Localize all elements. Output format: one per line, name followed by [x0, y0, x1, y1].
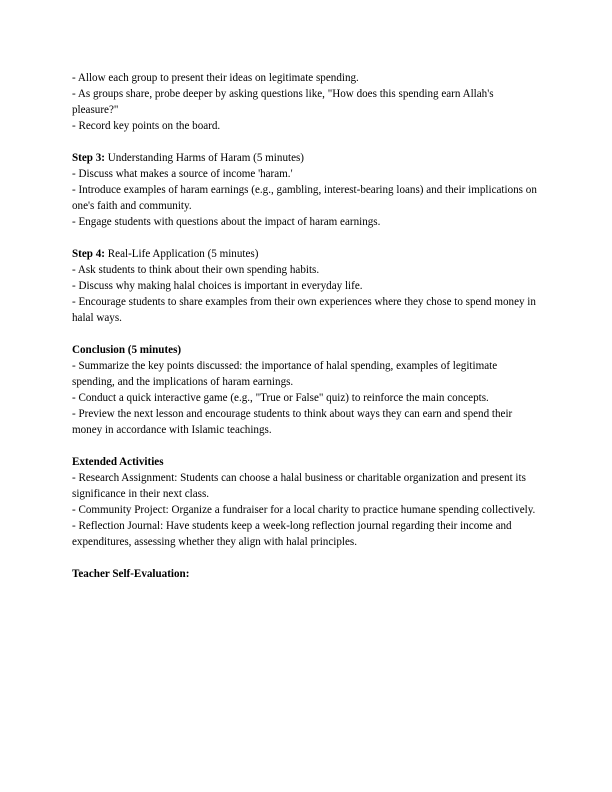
extended-line: - Reflection Journal: Have students keep a week-long reflection journal regarding their income and expenditures, assessing whether they align with halal principles. — [72, 520, 512, 548]
intro-section — [72, 70, 542, 134]
spacer — [72, 550, 542, 566]
step3-title: Understanding Harms of Haram (5 minutes) — [104, 152, 305, 164]
step4-line: - Discuss why making halal choices is important in everyday life. — [72, 280, 363, 292]
self-evaluation-section — [72, 566, 542, 582]
extended-heading — [72, 454, 542, 470]
spacer — [72, 438, 542, 454]
spacer — [72, 134, 542, 150]
step4-line: - Encourage students to share examples from their own experiences where they chose to spend money in halal ways. — [72, 296, 536, 324]
step3-label: Step 3: — [72, 152, 105, 164]
conclusion-line: - Conduct a quick interactive game (e.g., "True or False" quiz) to reinforce the main concepts. — [72, 392, 489, 404]
conclusion-line: - Preview the next lesson and encourage students to think about ways they can earn and spend their money in accordance with Islamic teachings. — [72, 408, 513, 436]
step3-heading — [72, 150, 542, 166]
spacer — [72, 230, 542, 246]
intro-line: - Allow each group to present their ideas on legitimate spending. — [72, 72, 359, 84]
step4-title: Real-Life Application (5 minutes) — [104, 248, 259, 260]
self-eval-heading — [72, 566, 542, 582]
step4-line: - Ask students to think about their own spending habits. — [72, 264, 320, 276]
extended-activities-section — [72, 454, 542, 550]
self-eval-heading-text: Teacher Self-Evaluation: — [72, 568, 190, 580]
step3-line: - Introduce examples of haram earnings (e.g., gambling, interest-bearing loans) and their implications on one's faith and community. — [72, 184, 537, 212]
step3-section — [72, 150, 542, 230]
conclusion-section — [72, 342, 542, 438]
document-page — [72, 70, 542, 582]
step3-line: - Discuss what makes a source of income 'haram.' — [72, 168, 293, 180]
spacer — [72, 326, 542, 342]
conclusion-line: - Summarize the key points discussed: the importance of halal spending, examples of legitimate spending, and the implications of haram earnings. — [72, 360, 498, 388]
extended-heading-text: Extended Activities — [72, 456, 164, 468]
conclusion-heading — [72, 342, 542, 358]
step4-section — [72, 246, 542, 326]
step3-line: - Engage students with questions about the impact of haram earnings. — [72, 216, 381, 228]
extended-line: - Research Assignment: Students can choose a halal business or charitable organization and present its significance in their next class. — [72, 472, 526, 500]
step4-label: Step 4: — [72, 248, 105, 260]
intro-line: - Record key points on the board. — [72, 120, 221, 132]
step4-heading — [72, 246, 542, 262]
extended-line: - Community Project: Organize a fundraiser for a local charity to practice humane spending collectively. — [72, 504, 536, 516]
intro-line: - As groups share, probe deeper by asking questions like, "How does this spending earn Allah's pleasure?" — [72, 88, 494, 116]
conclusion-heading-text: Conclusion (5 minutes) — [72, 344, 182, 356]
